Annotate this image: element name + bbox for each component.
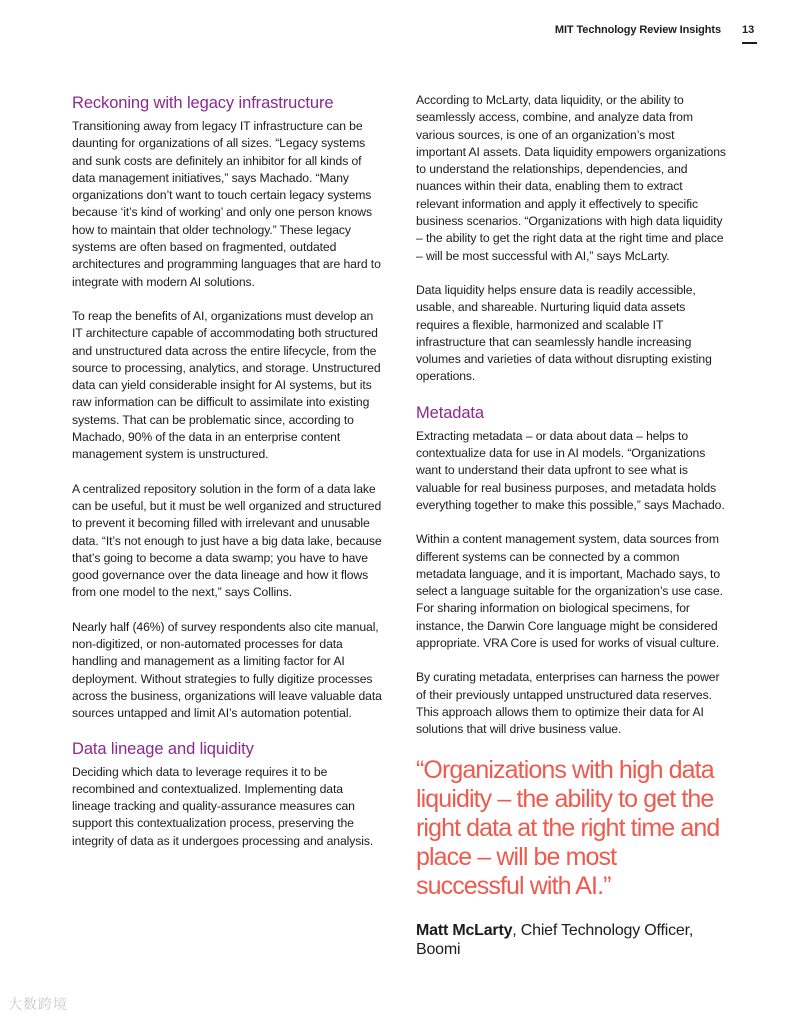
paragraph: According to McLarty, data liquidity, or the ability to seamlessly access, combine, and analyze data from various sources, is one of an organization’s most important AI assets. Data liquidity empowers organizations to understand the relationships, dependencies, and nuances within their data, enabling them to extract relevant information and apply it effectively to specific business scenarios. “Organizations with high data liquidity – the ability to get the right data at the right time and place – will be most successful with AI,” says McLarty. [416,93,726,263]
paragraph: Data liquidity helps ensure data is readily accessible, usable, and shareable. Nurturing liquid data assets requires a flexible, harmonized and scalable IT infrastructure that can seamlessly handle increasing volumes and varieties of data without disrupting existing operations. [416,282,712,384]
quote-attribution [416,921,726,960]
publication-brand: MIT Technology Review Insights [554,24,721,36]
attribution-name: Matt McLarty [416,921,513,939]
section-heading-legacy-infrastructure: Reckoning with legacy infrastructure [72,94,334,112]
paragraph: Transitioning away from legacy IT infrastructure can be daunting for organizations of all sizes. “Legacy systems and sunk costs are definitely an inhibitor for all kinds of data management initiatives,” says Machado. “Many organizations don’t want to touch certain legacy systems because ‘it’s kind of working’ and only one person knows how to maintain that older technology.” These legacy systems are often based on fragmented, outdated architectures and programming languages that are hard to integrate with modern AI solutions. [72,119,381,289]
paragraph: Within a content management system, data sources from different systems can be connected by a common metadata language, and it is important, Machado says, to select a language suitable for the organization’s use case. For sharing information on biological specimens, for instance, the Darwin Core language might be considered appropriate. VRA Core is used for works of visual culture. [416,532,723,651]
section-heading-data-lineage: Data lineage and liquidity [72,739,254,758]
page-number: 13 [742,24,755,36]
paragraph: Extracting metadata – or data about data – helps to contextualize data for use in AI models. “Organizations want to understand their data upfront to see what is valuable for real business purposes, and metadata holds everything together to make this possible,” says Machado. [416,428,725,512]
paragraph: To reap the benefits of AI, organizations must develop an IT architecture capable of accommodating both structured and unstructured data across the entire lifecycle, from the source to processing, analytics, and storage. Unstructured data can yield considerable insight for AI systems, but its raw information can be difficult to assimilate into existing systems. That can be problematic since, according to Machado, 90% of the data in an enterprise content management system is unstructured. [72,308,381,462]
page-number-underline [742,42,757,44]
watermark-logo: 大数跨境 [8,996,68,1012]
pull-quote: “Organizations with high data liquidity – the ability to get the right data at the right time and place – will be most successful with AI.” [416,755,720,900]
paragraph: A centralized repository solution in the form of a data lake can be useful, but it must be well organized and structured to prevent it becoming filled with irrelevant and unusable data. “It’s not enough to just have a big data lake, because that’s going to become a data swamp; you have to have good governance over the data lineage and how it flows from one model to the next,” says Collins. [72,481,382,600]
paragraph: By curating metadata, enterprises can harness the power of their previously untapped unstructured data reserves. This approach allows them to optimize their data for AI solutions that will drive business value. [416,670,720,737]
left-column [72,92,382,867]
attribution-role: , Chief Technology Officer, Boomi [416,921,694,958]
right-column [416,92,726,960]
section-heading-metadata: Metadata [416,403,484,422]
paragraph: Deciding which data to leverage requires it to be recombined and contextualized. Implementing data lineage tracking and quality-assurance measures can support this contextualization process, preserving the integrity of data as it undergoes processing and analysis. [72,764,374,848]
paragraph: Nearly half (46%) of survey respondents also cite manual, non-digitized, or non-automated processes for data handling and management as a limiting factor for AI deployment. Without strategies to fully digitize processes across the business, organizations will leave valuable data sources untapped and limit AI’s automation potential. [72,619,382,721]
